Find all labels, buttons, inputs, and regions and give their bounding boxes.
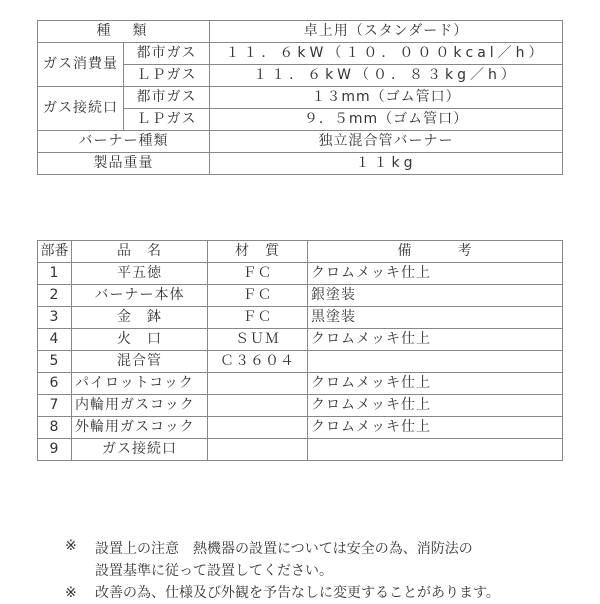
- part-name-cell: 平五徳: [72, 263, 208, 285]
- connection-lp-value: ９．５mm（ゴム管口）: [210, 109, 563, 131]
- part-no-cell: 9: [38, 439, 72, 461]
- part-name-cell: 外輪用ガスコック: [72, 417, 208, 439]
- part-name-cell: パイロットコック: [72, 373, 208, 395]
- part-name-cell: バーナー本体: [72, 285, 208, 307]
- part-no-cell: 4: [38, 329, 72, 351]
- city-gas-label: 都市ガス: [124, 87, 210, 109]
- table-row: [38, 87, 563, 109]
- part-name-cell: 混合管: [72, 351, 208, 373]
- consumption-lp-value: １１．６kW（０．８３kg／h）: [210, 65, 563, 87]
- header-name: 品 名: [72, 241, 208, 263]
- table-row: [38, 285, 563, 307]
- note-line-1: 設置上の注意 熱機器の設置については安全の為、消防法の: [95, 541, 473, 557]
- connection-city-value: １３mm（ゴム管口）: [210, 87, 563, 109]
- gas-consumption-label: ガス消費量: [38, 43, 124, 87]
- note-cell: 黒塗装: [308, 307, 563, 329]
- note-cell: [308, 351, 563, 373]
- parts-table: [37, 240, 563, 461]
- part-no-cell: 2: [38, 285, 72, 307]
- table-row: [38, 417, 563, 439]
- table-row: [38, 131, 563, 153]
- part-name-cell: 火 口: [72, 329, 208, 351]
- material-cell: [208, 395, 308, 417]
- material-cell: [208, 417, 308, 439]
- type-value: 卓上用（スタンダード）: [210, 21, 563, 43]
- part-no-cell: 7: [38, 395, 72, 417]
- note-line-2: 設置基準に従って設置してください。: [95, 563, 333, 579]
- material-cell: ＦＣ: [208, 307, 308, 329]
- note-cell: クロムメッキ仕上: [308, 417, 563, 439]
- weight-label: 製品重量: [38, 153, 210, 175]
- burner-type-value: 独立混合管バーナー: [210, 131, 563, 153]
- table-row: [38, 153, 563, 175]
- table-row: [38, 351, 563, 373]
- note-mark: ※: [65, 585, 77, 601]
- table-header-row: [38, 241, 563, 263]
- table-row: [38, 307, 563, 329]
- lp-gas-label: ＬＰガス: [124, 65, 210, 87]
- table-row: [38, 329, 563, 351]
- weight-value: １１kg: [210, 153, 563, 175]
- part-no-cell: 3: [38, 307, 72, 329]
- note-cell: クロムメッキ仕上: [308, 263, 563, 285]
- material-cell: ＦＣ: [208, 285, 308, 307]
- table-row: [38, 43, 563, 65]
- part-no-cell: 1: [38, 263, 72, 285]
- header-note: 備 考: [308, 241, 563, 263]
- part-name-cell: ガス接続口: [72, 439, 208, 461]
- material-cell: ＦＣ: [208, 263, 308, 285]
- part-no-cell: 5: [38, 351, 72, 373]
- part-name-cell: 金 鉢: [72, 307, 208, 329]
- part-no-cell: 6: [38, 373, 72, 395]
- material-cell: ＳＵＭ: [208, 329, 308, 351]
- material-cell: [208, 373, 308, 395]
- note-line-3: 改善の為、仕様及び外観を予告なしに変更することがあります。: [95, 585, 500, 601]
- table-row: [38, 439, 563, 461]
- note-mark: ※: [65, 538, 77, 554]
- header-part-no: 部番: [38, 241, 72, 263]
- header-material: 材 質: [208, 241, 308, 263]
- burner-type-label: バーナー種類: [38, 131, 210, 153]
- material-cell: [208, 439, 308, 461]
- note-cell: クロムメッキ仕上: [308, 395, 563, 417]
- consumption-city-value: １１．６kW（１０．０００kcal／h）: [210, 43, 563, 65]
- note-cell: クロムメッキ仕上: [308, 373, 563, 395]
- table-row: [38, 373, 563, 395]
- table-row: [38, 263, 563, 285]
- part-no-cell: 8: [38, 417, 72, 439]
- city-gas-label: 都市ガス: [124, 43, 210, 65]
- material-cell: Ｃ３６０４: [208, 351, 308, 373]
- gas-connection-label: ガス接続口: [38, 87, 124, 131]
- note-cell: クロムメッキ仕上: [308, 329, 563, 351]
- note-cell: 銀塗装: [308, 285, 563, 307]
- table-row: [38, 395, 563, 417]
- type-label: 種 類: [38, 21, 210, 43]
- table-row: [38, 21, 563, 43]
- part-name-cell: 内輪用ガスコック: [72, 395, 208, 417]
- note-cell: [308, 439, 563, 461]
- spec-table: [37, 20, 563, 175]
- lp-gas-label: ＬＰガス: [124, 109, 210, 131]
